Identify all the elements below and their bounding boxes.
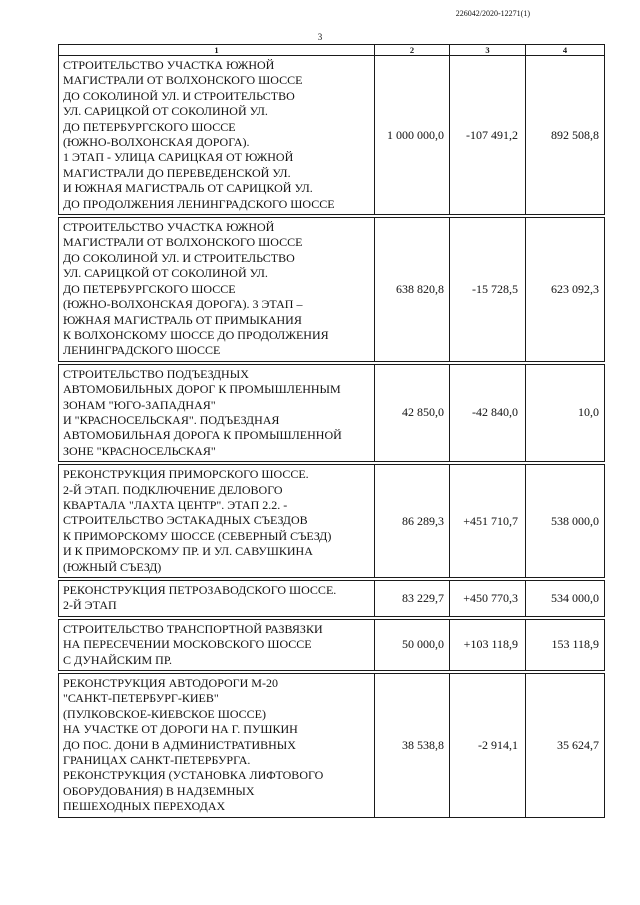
description-line: ЗОНЕ "КРАСНОСЕЛЬСКАЯ" [63,443,216,458]
budget-table-body [59,45,605,818]
column-header: 1 [59,45,375,56]
table-row [59,674,605,818]
project-description [59,674,375,818]
column-header: 4 [526,45,605,56]
amount-col-2: 86 289,3 [375,465,450,578]
description-line: И "КРАСНОСЕЛЬСКАЯ". ПОДЪЕЗДНАЯ [63,412,280,427]
description-line: РЕКОНСТРУКЦИЯ (УСТАНОВКА ЛИФТОВОГО [63,768,324,783]
description-line: И К ПРИМОРСКОМУ ПР. И УЛ. САВУШКИНА [63,544,313,559]
table-row [59,56,605,215]
amount-col-2: 83 229,7 [375,581,450,617]
amount-col-3: -15 728,5 [450,218,526,362]
amount-col-2: 638 820,8 [375,218,450,362]
description-line: (ЮЖНО-ВОЛХОНСКАЯ ДОРОГА). [63,135,250,150]
description-line: УЛ. САРИЦКОЙ ОТ СОКОЛИНОЙ УЛ. [63,104,268,119]
description-line: К ВОЛХОНСКОМУ ШОССЕ ДО ПРОДОЛЖЕНИЯ [63,327,329,342]
description-line: ПЕШЕХОДНЫХ ПЕРЕХОДАХ [63,799,226,814]
description-line: ДО СОКОЛИНОЙ УЛ. И СТРОИТЕЛЬСТВО [63,88,295,103]
table-row [59,581,605,617]
description-line: МАГИСТРАЛИ ДО ПЕРЕВЕДЕНСКОЙ УЛ. [63,165,291,180]
description-line: 2-Й ЭТАП. ПОДКЛЮЧЕНИЕ ДЕЛОВОГО [63,482,283,497]
description-line: ЗОНАМ "ЮГО-ЗАПАДНАЯ" [63,397,216,412]
amount-col-2: 1 000 000,0 [375,56,450,215]
amount-col-4: 538 000,0 [526,465,605,578]
description-line: (ЮЖНЫЙ СЪЕЗД) [63,559,162,574]
description-line: 2-Й ЭТАП [63,598,117,613]
description-line: РЕКОНСТРУКЦИЯ АВТОДОРОГИ М-20 [63,676,278,691]
description-line: УЛ. САРИЦКОЙ ОТ СОКОЛИНОЙ УЛ. [63,266,268,281]
description-line: МАГИСТРАЛИ ОТ ВОЛХОНСКОГО ШОССЕ [63,235,303,250]
description-line: СТРОИТЕЛЬСТВО УЧАСТКА ЮЖНОЙ [63,220,275,235]
description-line: (ПУЛКОВСКОЕ-КИЕВСКОЕ ШОССЕ) [63,706,266,721]
description-line: ДО ПЕТЕРБУРГСКОГО ШОССЕ [63,281,236,296]
amount-col-3: +450 770,3 [450,581,526,617]
description-line: ЛЕНИНГРАДСКОГО ШОССЕ [63,343,221,358]
amount-col-4: 623 092,3 [526,218,605,362]
description-line: (ЮЖНО-ВОЛХОНСКАЯ ДОРОГА). 3 ЭТАП – [63,297,303,312]
description-line: 1 ЭТАП - УЛИЦА САРИЦКАЯ ОТ ЮЖНОЙ [63,150,294,165]
description-line: СТРОИТЕЛЬСТВО УЧАСТКА ЮЖНОЙ [63,58,275,72]
table-row [59,619,605,670]
amount-col-4: 892 508,8 [526,56,605,215]
project-description [59,56,375,215]
description-line: С ДУНАЙСКИМ ПР. [63,652,173,667]
amount-col-2: 50 000,0 [375,619,450,670]
amount-col-3: -42 840,0 [450,364,526,461]
amount-col-4: 35 624,7 [526,674,605,818]
amount-col-3: -2 914,1 [450,674,526,818]
amount-col-2: 38 538,8 [375,674,450,818]
description-line: НА ПЕРЕСЕЧЕНИИ МОСКОВСКОГО ШОССЕ [63,637,312,652]
description-line: К ПРИМОРСКОМУ ШОССЕ (СЕВЕРНЫЙ СЪЕЗД) [63,528,332,543]
budget-table [58,44,605,818]
amount-col-3: -107 491,2 [450,56,526,215]
description-line: "САНКТ-ПЕТЕРБУРГ-КИЕВ" [63,691,219,706]
amount-col-4: 153 118,9 [526,619,605,670]
description-line: АВТОМОБИЛЬНАЯ ДОРОГА К ПРОМЫШЛЕННОЙ [63,428,342,443]
description-line: МАГИСТРАЛИ ОТ ВОЛХОНСКОГО ШОССЕ [63,73,303,88]
description-line: РЕКОНСТРУКЦИЯ ПРИМОРСКОГО ШОССЕ. [63,467,309,482]
column-header: 3 [450,45,526,56]
project-description [59,581,375,617]
table-row [59,364,605,461]
project-description [59,465,375,578]
document-number: 226042/2020-12271(1) [455,9,530,18]
table-row [59,218,605,362]
description-line: И ЮЖНАЯ МАГИСТРАЛЬ ОТ САРИЦКОЙ УЛ. [63,181,313,196]
page-number: 3 [317,32,323,42]
project-description [59,218,375,362]
description-line: НА УЧАСТКЕ ОТ ДОРОГИ НА Г. ПУШКИН [63,722,298,737]
description-line: ДО ПОС. ДОНИ В АДМИНИСТРАТИВНЫХ [63,737,296,752]
description-line: ДО ПЕТЕРБУРГСКОГО ШОССЕ [63,119,236,134]
amount-col-4: 534 000,0 [526,581,605,617]
project-description [59,619,375,670]
description-line: ГРАНИЦАХ САНКТ-ПЕТЕРБУРГА. [63,753,251,768]
description-line: СТРОИТЕЛЬСТВО ЭСТАКАДНЫХ СЪЕЗДОВ [63,513,308,528]
description-line: КВАРТАЛА "ЛАХТА ЦЕНТР". ЭТАП 2.2. - [63,497,288,512]
amount-col-2: 42 850,0 [375,364,450,461]
column-header: 2 [375,45,450,56]
description-line: РЕКОНСТРУКЦИЯ ПЕТРОЗАВОДСКОГО ШОССЕ. [63,583,337,597]
table-header-row [59,45,605,56]
description-line: ОБОРУДОВАНИЯ) В НАДЗЕМНЫХ [63,783,255,798]
description-line: СТРОИТЕЛЬСТВО ПОДЪЕЗДНЫХ [63,366,249,381]
amount-col-3: +103 118,9 [450,619,526,670]
description-line: СТРОИТЕЛЬСТВО ТРАНСПОРТНОЙ РАЗВЯЗКИ [63,621,323,636]
table-row [59,465,605,578]
amount-col-4: 10,0 [526,364,605,461]
project-description [59,364,375,461]
description-line: ДО СОКОЛИНОЙ УЛ. И СТРОИТЕЛЬСТВО [63,250,295,265]
amount-col-3: +451 710,7 [450,465,526,578]
description-line: ДО ПРОДОЛЖЕНИЯ ЛЕНИНГРАДСКОГО ШОССЕ [63,196,335,211]
description-line: ЮЖНАЯ МАГИСТРАЛЬ ОТ ПРИМЫКАНИЯ [63,312,302,327]
description-line: АВТОМОБИЛЬНЫХ ДОРОГ К ПРОМЫШЛЕННЫМ [63,382,341,397]
